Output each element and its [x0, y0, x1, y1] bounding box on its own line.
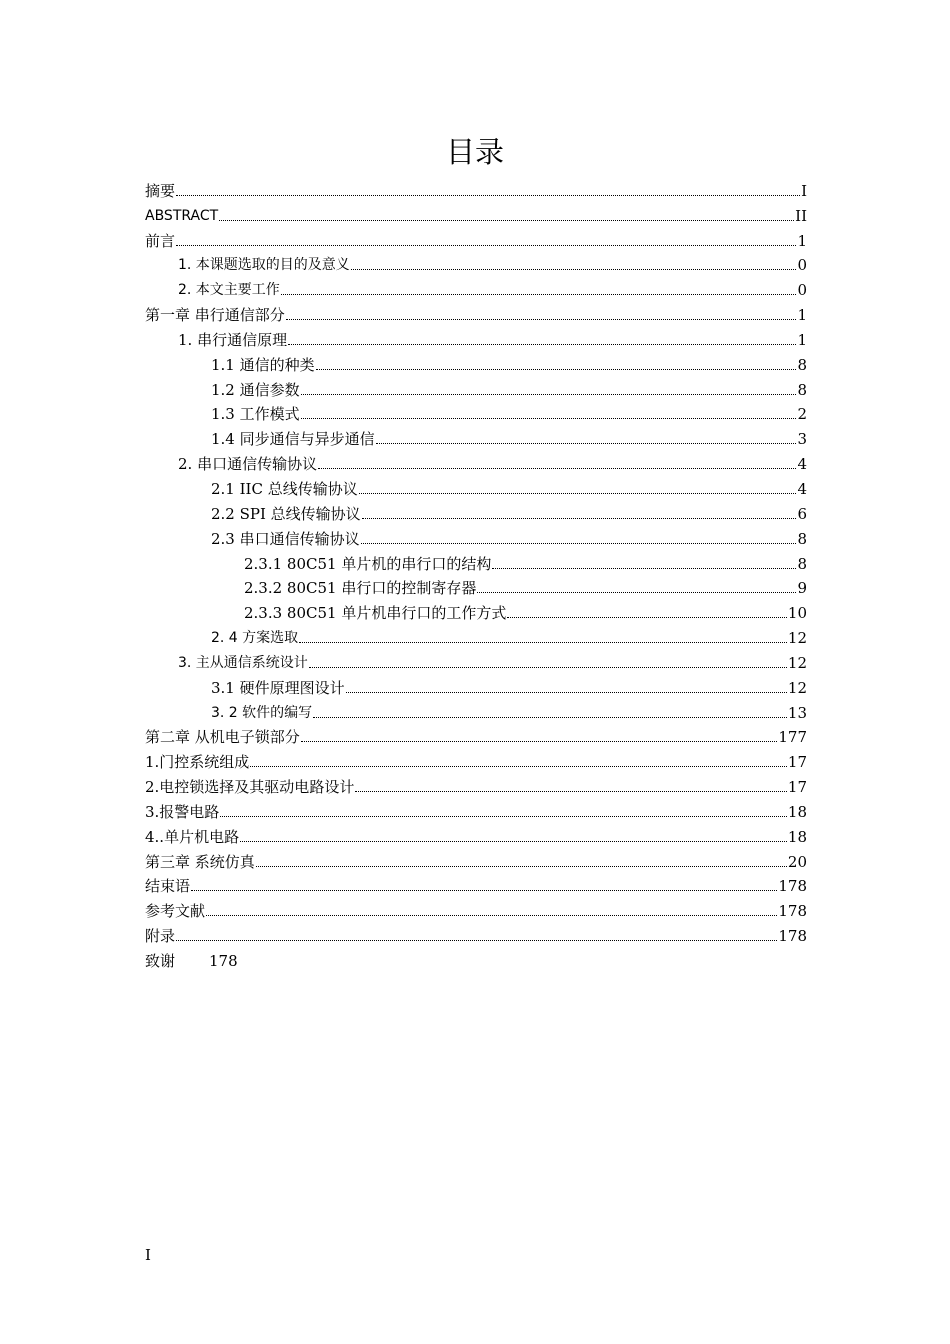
- toc-entry[interactable]: [145, 647, 807, 672]
- toc-entry-label: 1.2 通信参数: [211, 380, 300, 399]
- toc-entry[interactable]: [145, 374, 807, 399]
- toc-entry-label: 3.1 硬件原理图设计: [211, 678, 345, 697]
- toc-entry-page-number: 4: [797, 479, 807, 498]
- toc-entry[interactable]: [145, 473, 807, 498]
- footer-page-number: I: [145, 1246, 151, 1264]
- toc-dot-leader: [309, 666, 787, 668]
- toc-entry[interactable]: [145, 225, 807, 250]
- toc-dot-leader: [376, 442, 797, 444]
- toc-entry-label: 2. 本文主要工作: [178, 282, 280, 299]
- toc-entry-label: 1. 串行通信原理: [178, 330, 288, 349]
- toc-entry[interactable]: [145, 448, 807, 473]
- toc-entry-page-number: 18: [787, 802, 807, 821]
- toc-entry[interactable]: [145, 274, 807, 299]
- toc-entry-page-number: 177: [778, 728, 807, 747]
- toc-entry-page-number: 2: [797, 405, 807, 424]
- toc-dot-leader: [507, 616, 787, 618]
- toc-dot-leader: [301, 393, 797, 395]
- toc-entry[interactable]: [145, 771, 807, 796]
- toc-entry-label: 2.3 串口通信传输协议: [211, 529, 360, 548]
- toc-entry-page-number: 1: [797, 330, 807, 349]
- toc-dot-leader: [176, 194, 800, 196]
- toc-entry-label: 3. 2 软件的编写: [211, 704, 313, 721]
- toc-entry-label: 2.3.2 80C51 串行口的控制寄存器: [244, 579, 477, 598]
- toc-entry[interactable]: [145, 349, 807, 374]
- toc-dot-leader: [288, 343, 796, 345]
- toc-dot-leader: [492, 567, 796, 569]
- toc-entry[interactable]: [145, 821, 807, 846]
- toc-entry-page-number: 13: [787, 703, 807, 722]
- toc-entry-page-number: II: [795, 206, 807, 225]
- toc-entry-page-number: 0: [797, 256, 807, 275]
- toc-entry[interactable]: [145, 622, 807, 647]
- toc-entry[interactable]: [145, 573, 807, 598]
- toc-entry[interactable]: [145, 597, 807, 622]
- toc-entry[interactable]: [145, 250, 807, 275]
- toc-entry-label: 第一章 串行通信部分: [145, 306, 285, 325]
- toc-entry-page-number: 0: [797, 281, 807, 300]
- toc-entry-label: 前言: [145, 231, 176, 250]
- toc-entry[interactable]: [145, 523, 807, 548]
- toc-dot-leader: [250, 765, 787, 767]
- toc-entry[interactable]: [145, 945, 807, 970]
- toc-dot-leader: [477, 591, 796, 593]
- toc-dot-leader: [346, 691, 787, 693]
- toc-entry-page-number: 17: [787, 778, 807, 797]
- toc-dot-leader: [318, 467, 796, 469]
- toc-entry-page-number: 8: [797, 529, 807, 548]
- toc-entry-page-number: 12: [787, 678, 807, 697]
- toc-entry-page-number: 8: [797, 355, 807, 374]
- toc-dot-leader: [299, 641, 787, 643]
- toc-entry[interactable]: [145, 299, 807, 324]
- toc-entry-label: 4..单片机电路: [145, 827, 240, 846]
- table-of-contents: [145, 175, 807, 970]
- toc-entry-page-number: 6: [797, 504, 807, 523]
- toc-dot-leader: [176, 244, 796, 246]
- toc-entry[interactable]: [145, 722, 807, 747]
- toc-entry-label: 1.1 通信的种类: [211, 355, 315, 374]
- toc-entry-label: 参考文献: [145, 902, 206, 921]
- toc-dot-leader: [220, 815, 787, 817]
- toc-entry-page-number: 178: [778, 902, 807, 921]
- toc-entry-label: 2. 串口通信传输协议: [178, 455, 318, 474]
- toc-entry-page-number: 178: [778, 927, 807, 946]
- toc-entry-label: 第三章 系统仿真: [145, 852, 255, 871]
- toc-dot-leader: [351, 268, 797, 270]
- toc-entry-label: 2.2 SPI 总线传输协议: [211, 504, 361, 523]
- toc-entry[interactable]: [145, 746, 807, 771]
- toc-dot-leader: [206, 914, 777, 916]
- toc-dot-leader: [240, 840, 787, 842]
- toc-entry-label: 2.1 IIC 总线传输协议: [211, 479, 358, 498]
- toc-entry[interactable]: [145, 548, 807, 573]
- toc-dot-leader: [313, 716, 787, 718]
- toc-dot-leader: [361, 542, 797, 544]
- toc-entry-page-number: 178: [209, 952, 238, 970]
- toc-entry[interactable]: [145, 200, 807, 225]
- toc-entry-label: 致谢: [145, 952, 176, 970]
- toc-entry[interactable]: [145, 423, 807, 448]
- toc-dot-leader: [362, 517, 797, 519]
- toc-entry-page-number: 178: [778, 877, 807, 896]
- toc-entry[interactable]: [145, 796, 807, 821]
- toc-entry[interactable]: [145, 697, 807, 722]
- toc-entry-label: 结束语: [145, 877, 191, 896]
- toc-entry[interactable]: [145, 920, 807, 945]
- toc-entry-label: 1.4 同步通信与异步通信: [211, 430, 375, 449]
- toc-entry-page-number: 10: [787, 604, 807, 623]
- toc-entry-label: 2.电控锁选择及其驱动电路设计: [145, 778, 355, 797]
- toc-entry-page-number: I: [801, 181, 807, 200]
- toc-entry[interactable]: [145, 498, 807, 523]
- toc-entry[interactable]: [145, 399, 807, 424]
- toc-entry-page-number: 3: [797, 430, 807, 449]
- toc-entry[interactable]: [145, 895, 807, 920]
- toc-entry-page-number: 1: [797, 231, 807, 250]
- toc-entry-label: 附录: [145, 927, 176, 946]
- toc-entry-page-number: 1: [797, 306, 807, 325]
- toc-entry-page-number: 9: [797, 579, 807, 598]
- toc-entry-page-number: 4: [797, 455, 807, 474]
- toc-entry-page-number: 17: [787, 753, 807, 772]
- toc-entry-page-number: 20: [787, 852, 807, 871]
- toc-entry-label: ABSTRACT: [145, 207, 219, 224]
- toc-dot-leader: [219, 219, 794, 221]
- toc-entry-page-number: 12: [787, 629, 807, 648]
- toc-entry-label: 1.门控系统组成: [145, 753, 250, 772]
- toc-entry-label: 3.报警电路: [145, 802, 220, 821]
- toc-entry-label: 2.3.3 80C51 单片机串行口的工作方式: [244, 604, 507, 623]
- toc-dot-leader: [191, 889, 777, 891]
- toc-entry-label: 2. 4 方案选取: [211, 630, 299, 647]
- toc-dot-leader: [301, 417, 797, 419]
- toc-entry-page-number: 8: [797, 554, 807, 573]
- toc-entry-label: 1. 本课题选取的目的及意义: [178, 257, 350, 274]
- toc-dot-leader: [281, 293, 797, 295]
- toc-entry[interactable]: [145, 871, 807, 896]
- toc-dot-leader: [355, 790, 787, 792]
- toc-dot-leader: [359, 492, 797, 494]
- toc-dot-leader: [286, 318, 797, 320]
- toc-entry-label: 摘要: [145, 181, 176, 200]
- toc-entry[interactable]: [145, 324, 807, 349]
- toc-entry-page-number: 12: [787, 653, 807, 672]
- toc-entry[interactable]: [145, 672, 807, 697]
- toc-dot-leader: [316, 368, 797, 370]
- toc-entry-label: 3. 主从通信系统设计: [178, 654, 308, 671]
- page-title: 目录: [445, 135, 504, 169]
- toc-entry-page-number: 8: [797, 380, 807, 399]
- toc-entry-label: 2.3.1 80C51 单片机的串行口的结构: [244, 554, 492, 573]
- toc-entry-page-number: 18: [787, 827, 807, 846]
- toc-dot-leader: [301, 740, 778, 742]
- toc-dot-leader: [256, 865, 787, 867]
- toc-dot-leader: [176, 939, 777, 941]
- toc-entry-label: 第二章 从机电子锁部分: [145, 728, 300, 747]
- toc-entry[interactable]: [145, 846, 807, 871]
- toc-entry[interactable]: [145, 175, 807, 200]
- toc-entry-label: 1.3 工作模式: [211, 405, 300, 424]
